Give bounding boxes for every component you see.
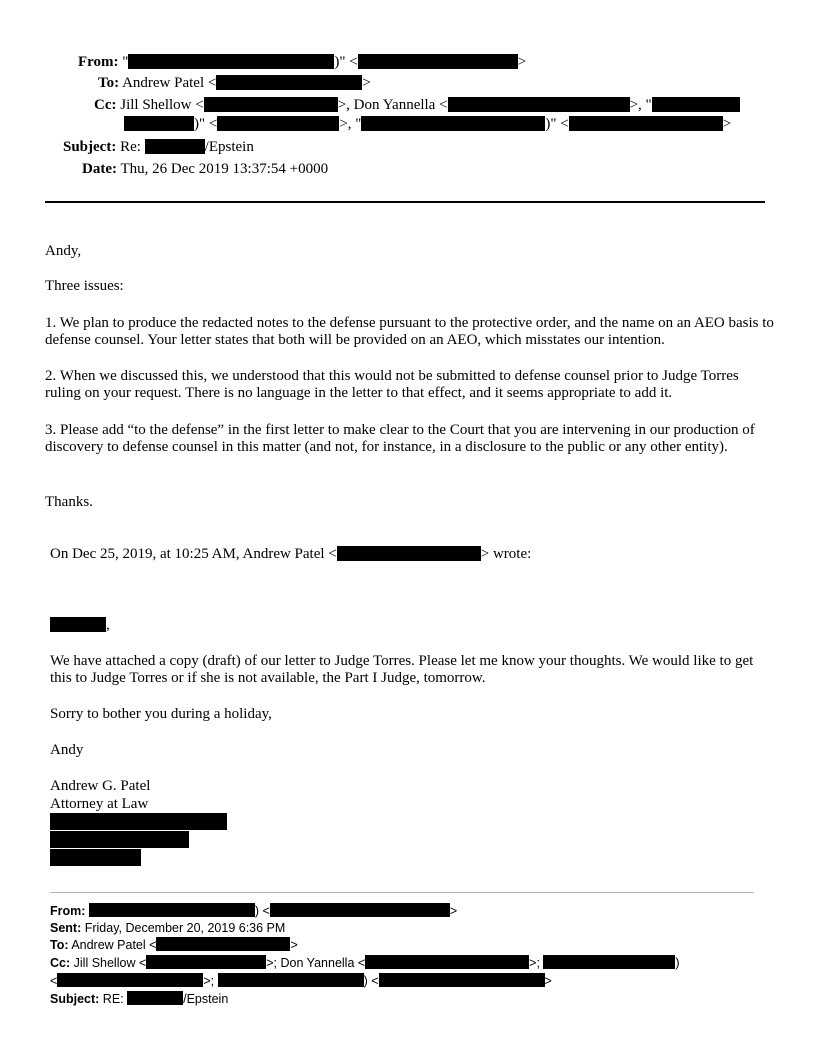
fwd-to-value: Andrew Patel <: [71, 938, 157, 952]
fwd-subject-label: Subject:: [50, 992, 100, 1006]
fwd-to-row: To: Andrew Patel < >: [50, 938, 298, 952]
redaction: [50, 617, 106, 632]
cc-row-2: )" < >, " )" < >: [124, 116, 731, 133]
redaction: [218, 973, 364, 987]
subject-row: [63, 139, 254, 156]
issue-1: 1. We plan to produce the redacted notes to the defense pursuant to the protective order, and the name on an AEO basis to defense counsel. Your letter states that both will be provided on an AEO, which misstates our intention.: [45, 315, 774, 348]
signature-redaction: [50, 831, 189, 848]
to-row: To: Andrew Patel < >: [98, 75, 371, 91]
from-label: From:: [78, 54, 119, 70]
signature-redaction: [50, 813, 227, 830]
signature-title: Attorney at Law: [50, 796, 149, 812]
quote-para-1: We have attached a copy (draft) of our letter to Judge Torres. Please let me know your thoughts. We would like to get this to Judge Torres or if she is not available, the Part I Judge, tomorrow.: [50, 653, 754, 686]
fwd-sent-row: [50, 920, 285, 937]
quote-intro-suffix: > wrote:: [480, 546, 532, 562]
issue-2: 2. When we discussed this, we understood that this would not be submitted to defense counsel prior to Judge Torres ruling on your request. There is no language in the letter to that effect, and it seems appropriate to add it.: [45, 368, 739, 401]
fwd-subject-prefix: RE:: [102, 992, 124, 1006]
subject-prefix: Re:: [120, 139, 141, 155]
redaction: [337, 546, 481, 561]
fwd-from-row: From: ) < >: [50, 904, 458, 918]
redaction: [569, 116, 723, 131]
greeting: Andy,: [45, 243, 82, 259]
quote-mark: ": [122, 54, 129, 70]
redaction: [204, 97, 338, 112]
quote-salutation: ,: [50, 617, 110, 634]
intro-line: Three issues:: [45, 278, 124, 294]
fwd-sent-value: Friday, December 20, 2019 6:36 PM: [84, 921, 286, 935]
subject-label: Subject:: [63, 139, 117, 155]
cc-name-1: Jill Shellow <: [120, 97, 204, 113]
redaction: [361, 116, 545, 131]
redaction: [146, 955, 266, 969]
fwd-cc-value-2: >; Don Yannella <: [266, 956, 366, 970]
redaction: [216, 75, 362, 90]
quote-signoff: Andy: [50, 742, 84, 758]
redaction: [448, 97, 630, 112]
cc-name-2: >, Don Yannella <: [337, 97, 448, 113]
redaction: [217, 116, 339, 131]
fwd-cc-row-1: Cc: Jill Shellow < >; Don Yannella < >; ): [50, 956, 680, 970]
header-rule: [45, 201, 765, 203]
fwd-cc-row-2: < >; ) < >: [50, 974, 552, 988]
redaction: [543, 955, 675, 969]
redaction: [358, 54, 518, 69]
redaction: [365, 955, 529, 969]
date-label: Date:: [82, 161, 117, 177]
redaction: [652, 97, 740, 112]
redaction: [156, 937, 290, 951]
subject-suffix: /Epstein: [204, 139, 254, 155]
redaction: [89, 903, 255, 917]
quote-para-2: Sorry to bother you during a holiday,: [50, 706, 272, 722]
redaction: [127, 991, 183, 1005]
fwd-sent-label: Sent:: [50, 921, 82, 935]
redaction: [128, 54, 334, 69]
redaction: [124, 116, 194, 131]
signature-name: Andrew G. Patel: [50, 778, 151, 794]
closing: Thanks.: [45, 494, 93, 510]
from-row: From: " )" < >: [78, 54, 527, 70]
forward-divider: [50, 892, 754, 893]
fwd-to-label: To:: [50, 938, 69, 952]
redaction: [270, 903, 450, 917]
redaction: [145, 139, 205, 154]
quote-intro-prefix: On Dec 25, 2019, at 10:25 AM, Andrew Patel <: [50, 546, 337, 562]
to-name: Andrew Patel <: [122, 75, 217, 91]
cc-row-1: Cc: Jill Shellow < >, Don Yannella < >, ": [94, 97, 740, 114]
redaction: [57, 973, 203, 987]
date-row: [82, 161, 328, 178]
signature-redaction: [50, 849, 141, 866]
fwd-from-label: From:: [50, 904, 86, 918]
cc-label: Cc:: [94, 97, 117, 113]
fwd-subject-suffix: /Epstein: [183, 992, 229, 1006]
fwd-subject-row: [50, 991, 228, 1008]
issue-3: 3. Please add “to the defense” in the first letter to make clear to the Court that you are intervening in our production of discovery to defense counsel in this matter (and not, for instance, in a disclosure to the public or any other entity).: [45, 422, 755, 455]
quote-intro: [50, 546, 531, 563]
redaction: [379, 973, 545, 987]
to-label: To:: [98, 75, 120, 91]
date-value: Thu, 26 Dec 2019 13:37:54 +0000: [120, 161, 329, 177]
fwd-cc-value-1: Jill Shellow <: [73, 956, 147, 970]
fwd-cc-label: Cc:: [50, 956, 71, 970]
